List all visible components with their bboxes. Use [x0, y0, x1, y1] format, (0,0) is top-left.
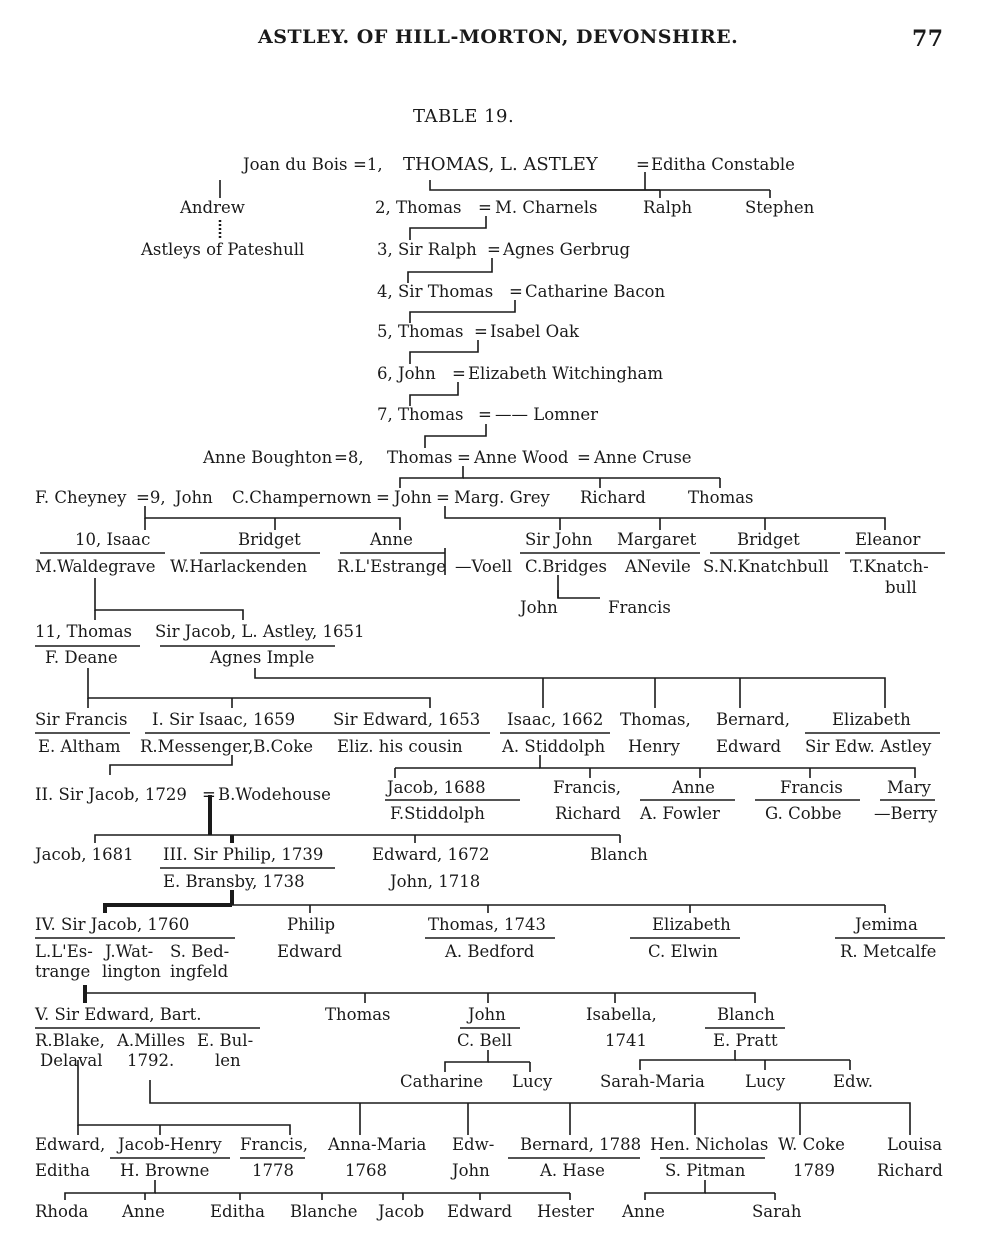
person-edward-philip: Edward — [277, 942, 343, 961]
person-bernard: Bernard, — [716, 710, 790, 729]
person-bernard-1788: Bernard, 1788 — [520, 1135, 642, 1154]
person-w-harlackenden: W.Harlackenden — [170, 557, 308, 576]
person-c-champernown: C.Champernown — [232, 488, 372, 507]
person-margaret: Margaret — [617, 530, 697, 549]
person-a-milles: A.Milles — [117, 1031, 186, 1050]
person-s-bedingfeld: S. Bed- — [170, 942, 230, 961]
marriage-sign: = — [457, 448, 471, 467]
person-thomas-2: 2, Thomas — [375, 198, 462, 217]
marriage-sign: =8, — [334, 448, 364, 467]
person-jacob-19: Jacob — [378, 1202, 425, 1221]
person-s-n-knatchbull: S.N.Knatchbull — [703, 557, 829, 576]
year-1741: 1741 — [605, 1031, 647, 1050]
person-john-6: 6, John — [377, 364, 436, 383]
person-agnes-imple: Agnes Imple — [210, 648, 315, 667]
person-eleanor: Eleanor — [855, 530, 921, 549]
marriage-sign: = — [474, 322, 488, 341]
person-thomas-1743: Thomas, 1743 — [428, 915, 546, 934]
person-philip: Philip — [287, 915, 336, 934]
person-blanche: Blanche — [290, 1202, 358, 1221]
year-1768: 1768 — [345, 1161, 387, 1180]
person-richard-18: Richard — [877, 1161, 943, 1180]
person-joan-du-bois: Joan du Bois — [243, 155, 348, 174]
person-catharine: Catharine — [400, 1072, 484, 1091]
person-sir-edward-bart: V. Sir Edward, Bart. — [35, 1005, 202, 1024]
person-c-bridges: C.Bridges — [525, 557, 607, 576]
person-r-blake: R.Blake, — [35, 1031, 105, 1050]
person-andrew: Andrew — [180, 198, 245, 217]
marriage-sign: =9, — [136, 488, 166, 507]
person-sir-edward-1653: Sir Edward, 1653 — [333, 710, 481, 729]
person-m-waldegrave: M.Waldegrave — [35, 557, 156, 576]
person-bridget: Bridget — [238, 530, 301, 549]
person-anne-19b: Anne — [622, 1202, 665, 1221]
person-blanch-16: Blanch — [717, 1005, 775, 1024]
person-edw: Edw. — [833, 1072, 874, 1091]
person-richard-2: Richard — [555, 804, 621, 823]
person-anne-cruse: Anne Cruse — [594, 448, 692, 467]
person-editha: Editha — [35, 1161, 90, 1180]
person-e-altham: E. Altham — [38, 737, 121, 756]
person-l-lestrange: L.L'Es- — [35, 942, 93, 961]
person-sir-francis: Sir Francis — [35, 710, 128, 729]
marriage-sign: = — [636, 155, 650, 174]
person-r-messenger-b-coke: R.Messenger,B.Coke — [140, 737, 313, 756]
person-jacob-1681: Jacob, 1681 — [35, 845, 134, 864]
person-a-nevile: ANevile — [625, 557, 691, 576]
person-a-hase: A. Hase — [540, 1161, 605, 1180]
person-anne-wood: Anne Wood — [474, 448, 569, 467]
person-thomas-16: Thomas — [325, 1005, 391, 1024]
person-francis-richard: Francis, — [553, 778, 622, 797]
person-agnes-gerbrug: Agnes Gerbrug — [503, 240, 631, 259]
person-jemima: Jemima — [855, 915, 918, 934]
person-francis-18: Francis, — [240, 1135, 309, 1154]
marriage-sign: = — [436, 488, 450, 507]
person-francis-bridges: Francis — [608, 598, 671, 617]
person-rhoda: Rhoda — [35, 1202, 89, 1221]
person-s-bedingfeld-cont: ingfeld — [170, 962, 229, 981]
marriage-sign: = — [478, 405, 492, 424]
person-thomas-lord-astley: THOMAS, L. ASTLEY — [403, 154, 598, 175]
person-editha-19: Editha — [210, 1202, 265, 1221]
year-1778: 1778 — [252, 1161, 294, 1180]
person-isabella: Isabella, — [586, 1005, 657, 1024]
person-lucy: Lucy — [512, 1072, 553, 1091]
marriage-sign: = — [509, 282, 523, 301]
person-t-knatchbull-cont: bull — [885, 578, 917, 597]
year-1792: 1792. — [127, 1051, 175, 1070]
person-jacob-henry: Jacob-Henry — [118, 1135, 222, 1154]
person-lomner: —— Lomner — [495, 405, 599, 424]
person-c-elwin: C. Elwin — [648, 942, 718, 961]
person-r-lestrange: R.L'Estrange — [337, 557, 446, 576]
marriage-sign: =1, — [353, 155, 383, 174]
person-isabel-oak: Isabel Oak — [490, 322, 580, 341]
person-sir-jacob-1729: II. Sir Jacob, 1729 — [35, 785, 187, 804]
marriage-sign: = — [376, 488, 390, 507]
person-f-cheyney: F. Cheyney — [35, 488, 127, 507]
person-eliz-his-cousin: Eliz. his cousin — [337, 737, 463, 756]
person-sir-john: Sir John — [525, 530, 593, 549]
person-sir-ralph-3: 3, Sir Ralph — [377, 240, 477, 259]
person-t-knatchbull: T.Knatch- — [850, 557, 929, 576]
person-w-coke: W. Coke — [778, 1135, 845, 1154]
person-anna-maria: Anna-Maria — [328, 1135, 427, 1154]
line-astleys-of-pateshull: Astleys of Pateshull — [141, 240, 305, 259]
person-thomas-11: 11, Thomas — [35, 622, 133, 641]
person-thomas: Thomas — [688, 488, 754, 507]
person-j-watlington: J.Wat- — [105, 942, 154, 961]
person-jacob-1688: Jacob, 1688 — [387, 778, 486, 797]
person-john: John — [394, 488, 432, 507]
person-isaac-1662: Isaac, 1662 — [507, 710, 604, 729]
person-edward-19: Edward — [447, 1202, 513, 1221]
person-e-bullen: E. Bul- — [197, 1031, 254, 1050]
person-voell: —Voell — [455, 557, 513, 576]
person-stephen: Stephen — [745, 198, 815, 217]
person-thomas-8: Thomas — [387, 448, 453, 467]
person-sir-isaac-1659: I. Sir Isaac, 1659 — [152, 710, 296, 729]
person-m-charnels: M. Charnels — [495, 198, 598, 217]
marriage-sign: = — [487, 240, 501, 259]
person-francis-cobbe: Francis — [780, 778, 843, 797]
person-marg-grey: Marg. Grey — [454, 488, 550, 507]
person-mary: Mary — [887, 778, 931, 797]
person-edward: Edward — [716, 737, 782, 756]
person-elizabeth-elwin: Elizabeth — [652, 915, 731, 934]
person-edw-john: Edw- — [452, 1135, 495, 1154]
table-title: TABLE 19. — [413, 106, 515, 127]
person-anne: Anne — [370, 530, 413, 549]
person-f-deane: F. Deane — [45, 648, 118, 667]
person-c-bell: C. Bell — [457, 1031, 512, 1050]
person-a-bedford: A. Bedford — [445, 942, 535, 961]
person-l-lestrange-cont: trange — [35, 962, 91, 981]
person-bridget-2: Bridget — [737, 530, 800, 549]
person-e-bransby: E. Bransby, 1738 — [163, 872, 305, 891]
person-ralph: Ralph — [643, 198, 693, 217]
person-lucy-2: Lucy — [745, 1072, 786, 1091]
person-hen-nicholas: Hen. Nicholas — [650, 1135, 769, 1154]
person-john-bridges: John — [520, 598, 558, 617]
person-henry: Henry — [628, 737, 680, 756]
person-edward-1672: Edward, 1672 — [372, 845, 490, 864]
person-g-cobbe: G. Cobbe — [765, 804, 842, 823]
person-delaval: Delaval — [40, 1051, 103, 1070]
person-sir-jacob-1760: IV. Sir Jacob, 1760 — [35, 915, 190, 934]
person-sarah-maria: Sarah-Maria — [600, 1072, 705, 1091]
person-s-pitman: S. Pitman — [665, 1161, 746, 1180]
person-b-wodehouse: B.Wodehouse — [218, 785, 331, 804]
person-e-pratt: E. Pratt — [713, 1031, 778, 1050]
person-anne-fowler: Anne — [672, 778, 715, 797]
person-john-18: John — [452, 1161, 490, 1180]
person-f-stiddolph: F.Stiddolph — [390, 804, 485, 823]
person-hester: Hester — [537, 1202, 594, 1221]
marriage-sign: = — [478, 198, 492, 217]
person-sir-edw-astley: Sir Edw. Astley — [805, 737, 932, 756]
person-sir-thomas-4: 4, Sir Thomas — [377, 282, 494, 301]
person-thomas-henry: Thomas, — [620, 710, 691, 729]
person-a-stiddolph: A. Stiddolph — [502, 737, 606, 756]
marriage-sign: = — [452, 364, 466, 383]
person-editha-constable: Editha Constable — [651, 155, 795, 174]
person-elizabeth-witchingham: Elizabeth Witchingham — [468, 364, 663, 383]
person-berry: —Berry — [874, 804, 938, 823]
person-john-16: John — [468, 1005, 506, 1024]
person-blanch: Blanch — [590, 845, 648, 864]
running-title: ASTLEY. OF HILL-MORTON, DEVONSHIRE. — [258, 26, 739, 48]
person-catharine-bacon: Catharine Bacon — [525, 282, 666, 301]
page-number: 77 — [912, 26, 944, 52]
person-j-watlington-cont: lington — [102, 962, 161, 981]
person-sir-jacob-lord-astley: Sir Jacob, L. Astley, 1651 — [155, 622, 365, 641]
person-e-bullen-cont: len — [215, 1051, 241, 1070]
person-anne-19: Anne — [122, 1202, 165, 1221]
year-1789: 1789 — [793, 1161, 835, 1180]
person-anne-boughton: Anne Boughton — [203, 448, 333, 467]
person-h-browne: H. Browne — [120, 1161, 210, 1180]
person-louisa: Louisa — [887, 1135, 943, 1154]
person-richard: Richard — [580, 488, 646, 507]
marriage-sign: = — [577, 448, 591, 467]
person-elizabeth: Elizabeth — [832, 710, 911, 729]
person-a-fowler: A. Fowler — [640, 804, 720, 823]
person-isaac-10: 10, Isaac — [75, 530, 151, 549]
person-r-metcalfe: R. Metcalfe — [840, 942, 937, 961]
person-sarah: Sarah — [752, 1202, 802, 1221]
person-thomas-5: 5, Thomas — [377, 322, 464, 341]
person-john-1718: John, 1718 — [390, 872, 481, 891]
person-john-9: John — [175, 488, 213, 507]
person-thomas-7: 7, Thomas — [377, 405, 464, 424]
person-edward-18: Edward, — [35, 1135, 106, 1154]
person-sir-philip-1739: III. Sir Philip, 1739 — [163, 845, 324, 864]
marriage-sign: = — [202, 785, 216, 804]
